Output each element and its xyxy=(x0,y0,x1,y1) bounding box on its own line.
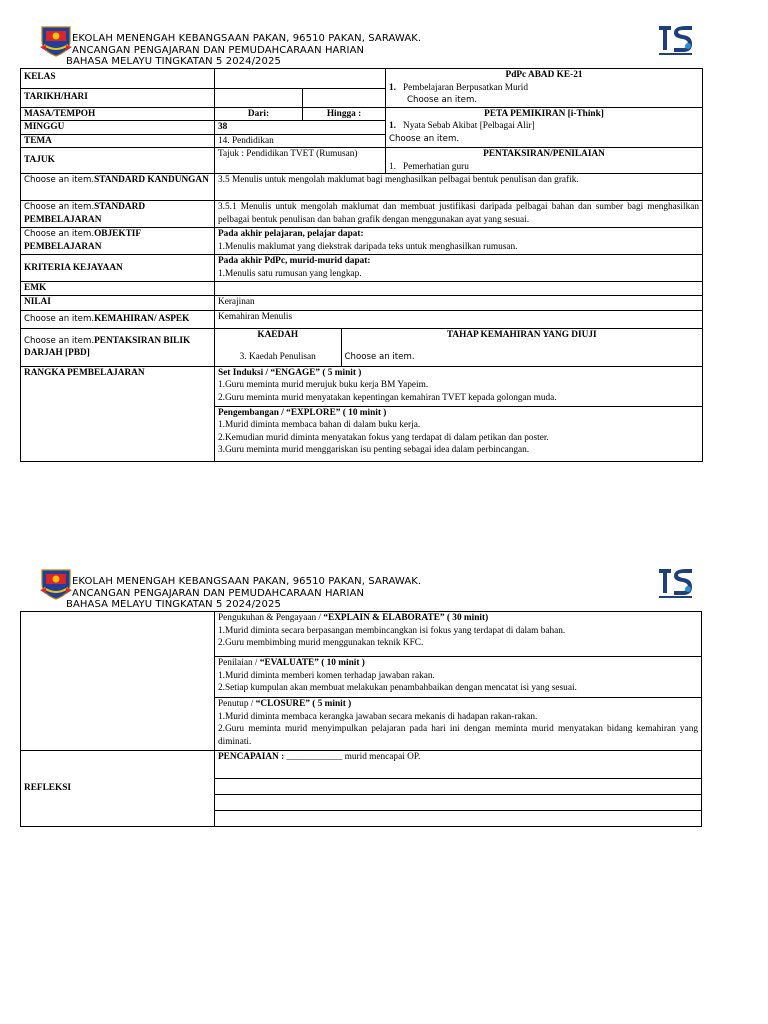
sk-value: 3.5 Menulis untuk mengolah maklumat bagi menghasilkan pelbagai bentuk penulisan dan grafik. xyxy=(215,174,703,201)
refleksi-cell xyxy=(215,751,702,827)
pencapaian-blank[interactable]: ____________ xyxy=(286,752,343,762)
hari-value[interactable] xyxy=(303,89,386,107)
nilai-label: NILAI xyxy=(21,295,215,310)
explore-3: 3.Guru meminta murid menggariskan isu penting sebagai idea dalam perbincangan. xyxy=(218,445,530,455)
evaluate-head: “EVALUATE” ( 10 minit ) xyxy=(259,658,365,668)
closure-1: 1.Murid diminta membaca kerangka jawaban secara mekanis di hadapan rakan-rakan. xyxy=(218,711,538,722)
closure-head: “CLOSURE” ( 5 minit ) xyxy=(255,699,352,709)
ts25-logo-icon xyxy=(656,20,696,58)
refleksi-line-2[interactable] xyxy=(215,778,701,794)
header-text xyxy=(66,33,422,68)
peta-number: 1. xyxy=(389,121,396,131)
minggu-value: 38 xyxy=(215,121,386,135)
refleksi-line-3[interactable] xyxy=(215,794,701,810)
subject-title: BAHASA MELAYU TINGKATAN 5 2024/2025 xyxy=(66,56,281,67)
pbd-choose[interactable]: Choose an item. xyxy=(24,335,95,346)
kelas-label: KELAS xyxy=(21,69,215,89)
refleksi-line-4[interactable] xyxy=(215,810,701,826)
closure-block xyxy=(215,697,701,750)
kk-head: Pada akhir PdPc, murid-murid dapat: xyxy=(218,256,371,266)
kk-label: KRITERIA KEJAYAAN xyxy=(21,255,215,282)
refleksi-label: REFLEKSI xyxy=(21,751,215,827)
pbd-inner-table xyxy=(215,329,702,366)
tema-label: TEMA xyxy=(21,134,215,148)
explain-block xyxy=(215,612,701,656)
closure-head-prefix: Penutup / xyxy=(218,699,256,709)
pbd-label-cell xyxy=(21,328,215,366)
kelas-value[interactable] xyxy=(215,69,386,89)
tajuk-value: Tajuk : Pendidikan TVET (Rumusan) xyxy=(215,148,386,174)
explain-2: 2.Guru membimbing murid menggunakan teknik KFC. xyxy=(218,638,424,648)
peta-item: Nyata Sebab Akibat [Pelbagai Alir] xyxy=(403,121,535,131)
pdpc-number: 1. xyxy=(389,82,396,93)
page-header-2 xyxy=(20,563,710,613)
op-head: Pada akhir pelajaran, pelajar dapat: xyxy=(218,229,364,239)
kaedah-head: KAEDAH xyxy=(215,329,341,351)
evaluate-2: 2.Setiap kumpulan akan membuat melakukan penambahbaikan dengan mencatat isi yang sesuai. xyxy=(218,683,577,693)
pentaksiran-item: Pemerhatian guru xyxy=(403,161,469,172)
school-name-2: EKOLAH MENENGAH KEBANGSAAN PAKAN, 96510 PAKAN, SARAWAK. xyxy=(72,576,422,587)
rangka-label: RANGKA PEMBELAJARAN xyxy=(21,366,215,461)
kemahiran-choose[interactable]: Choose an item. xyxy=(24,313,95,324)
op-value: 1.Menulis maklumat yang diekstrak daripada teks untuk menghasilkan rumusan. xyxy=(218,241,518,252)
subject-title-2: BAHASA MELAYU TINGKATAN 5 2024/2025 xyxy=(66,599,281,610)
sk-label: STANDARD KANDUNGAN xyxy=(94,175,209,185)
sp-choose[interactable]: Choose an item. xyxy=(24,202,95,212)
school-crest-icon xyxy=(40,566,72,600)
sp-value: 3.5.1 Menulis untuk mengolah maklumat dan membuat justifikasi daripada pelbagai bahan dan sumber bagi menghasilkan pelbagai bentuk penulisan dan bahan grafik dengan menggunakan ayat yang sesuai. xyxy=(215,201,703,228)
explore-head: Pengembangan / “EXPLORE” ( 10 minit ) xyxy=(218,407,387,418)
explore-1: 1.Murid diminta membaca bahan di dalam buku kerja. xyxy=(218,420,421,430)
pdpc-title: PdPc ABAD KE-21 xyxy=(505,70,583,80)
kemahiran-label: KEMAHIRAN/ ASPEK xyxy=(94,313,190,324)
school-name: EKOLAH MENENGAH KEBANGSAAN PAKAN, 96510 PAKAN, SARAWAK. xyxy=(72,33,422,44)
peta-choose[interactable]: Choose an item. xyxy=(389,133,460,144)
explain-head-prefix: Pengukuhan & Pengayaan / xyxy=(218,613,324,623)
school-crest-icon xyxy=(40,23,72,57)
induksi-block xyxy=(215,367,702,406)
plan-title: ANCANGAN PENGAJARAN DAN PEMUDAHCARAAN HARIAN xyxy=(72,44,365,56)
op-label-cell xyxy=(21,228,215,255)
induksi-1: 1.Guru meminta murid merujuk buku kerja BM Yapeim. xyxy=(218,380,429,390)
explain-1: 1.Murid diminta secara berpasangan membincangkan isi fokus yang terdapat di dalam bahan. xyxy=(218,625,566,636)
pentaksiran-title: PENTAKSIRAN/PENILAIAN xyxy=(483,149,605,159)
tarikh-value[interactable] xyxy=(215,89,303,107)
kemahiran-label-cell xyxy=(21,310,215,328)
pencapaian-label: PENCAPAIAN : xyxy=(218,752,285,762)
masa-label: MASA/TEMPOH xyxy=(21,107,215,121)
induksi-2: 2.Guru meminta murid menyatakan kepentingan kemahiran TVET kepada golongan muda. xyxy=(218,392,557,403)
ts25-logo-icon xyxy=(656,563,696,601)
sp-label: STANDARD PEMBELAJARAN xyxy=(24,202,146,225)
explore-block xyxy=(215,406,702,461)
kk-value: 1.Menulis satu rumusan yang lengkap. xyxy=(218,268,362,279)
rangka-continued-label xyxy=(21,612,215,751)
sk-choose[interactable]: Choose an item. xyxy=(24,175,95,185)
evaluate-block xyxy=(215,656,701,697)
rangka-continued-cell xyxy=(215,612,702,751)
tajuk-label: TAJUK xyxy=(21,148,215,174)
pdpc-choose[interactable]: Choose an item. xyxy=(407,95,478,105)
peta-title: PETA PEMIKIRAN [i-Think] xyxy=(484,108,604,119)
kaedah-value: 3. Kaedah Penulisan xyxy=(215,351,341,366)
pbd-cell xyxy=(215,328,703,366)
kk-cell xyxy=(215,255,703,282)
evaluate-head-prefix: Penilaian / xyxy=(218,658,260,668)
sp-label-cell xyxy=(21,201,215,228)
pencapaian-suffix: murid mencapai OP. xyxy=(342,752,421,762)
pdpc-cell xyxy=(386,69,703,108)
dari-label[interactable]: Dari: xyxy=(215,107,303,121)
lesson-plan-table-2 xyxy=(20,611,702,827)
pbd-label: PENTAKSIRAN BILIK DARJAH [PBD] xyxy=(24,335,191,358)
peta-cell xyxy=(386,107,703,148)
pentaksiran-cell xyxy=(386,148,703,174)
page-header xyxy=(20,20,710,70)
op-cell xyxy=(215,228,703,255)
pencapaian-line[interactable] xyxy=(215,751,701,778)
explain-head: “EXPLAIN & ELABORATE” ( 30 minit) xyxy=(323,613,489,623)
plan-title-2: ANCANGAN PENGAJARAN DAN PEMUDAHCARAAN HARIAN xyxy=(72,587,365,599)
induksi-head: Set Induksi / “ENGAGE” ( 5 minit ) xyxy=(218,367,362,378)
tarikh-label: TARIKH/HARI xyxy=(21,89,215,107)
nilai-value: Kerajinan xyxy=(215,295,703,310)
explore-2: 2.Kemudian murid diminta menyatakan fokus yang terdapat di dalam petikan dan poster. xyxy=(218,432,549,443)
tahap-value[interactable]: Choose an item. xyxy=(344,351,415,362)
tema-value: 14. Pendidikan xyxy=(215,134,386,148)
closure-2: 2.Guru meminta murid menyimpulkan pelajaran pada hari ini dengan meminta murid menyatakan bidang kemahiran yang diminati. xyxy=(218,724,698,747)
rangka-cell xyxy=(215,366,703,461)
pdpc-item: Pembelajaran Berpusatkan Murid xyxy=(403,82,528,93)
sk-label-cell xyxy=(21,174,215,201)
header-text-2 xyxy=(66,576,422,611)
op-label: OBJEKTIF PEMBELAJARAN xyxy=(24,229,141,252)
hingga-label[interactable]: Hingga : xyxy=(303,107,386,121)
emk-value[interactable] xyxy=(215,282,703,296)
tahap-head: TAHAP KEMAHIRAN YANG DIUJI xyxy=(446,329,597,340)
pentaksiran-number: 1. xyxy=(389,161,396,172)
evaluate-1: 1.Murid diminta memberi komen terhadap jawaban rakan. xyxy=(218,670,435,681)
op-choose[interactable]: Choose an item. xyxy=(24,229,95,239)
lesson-plan-table-1 xyxy=(20,68,703,462)
minggu-label: MINGGU xyxy=(21,121,215,135)
emk-label: EMK xyxy=(21,282,215,296)
kemahiran-value: Kemahiran Menulis xyxy=(215,310,703,328)
